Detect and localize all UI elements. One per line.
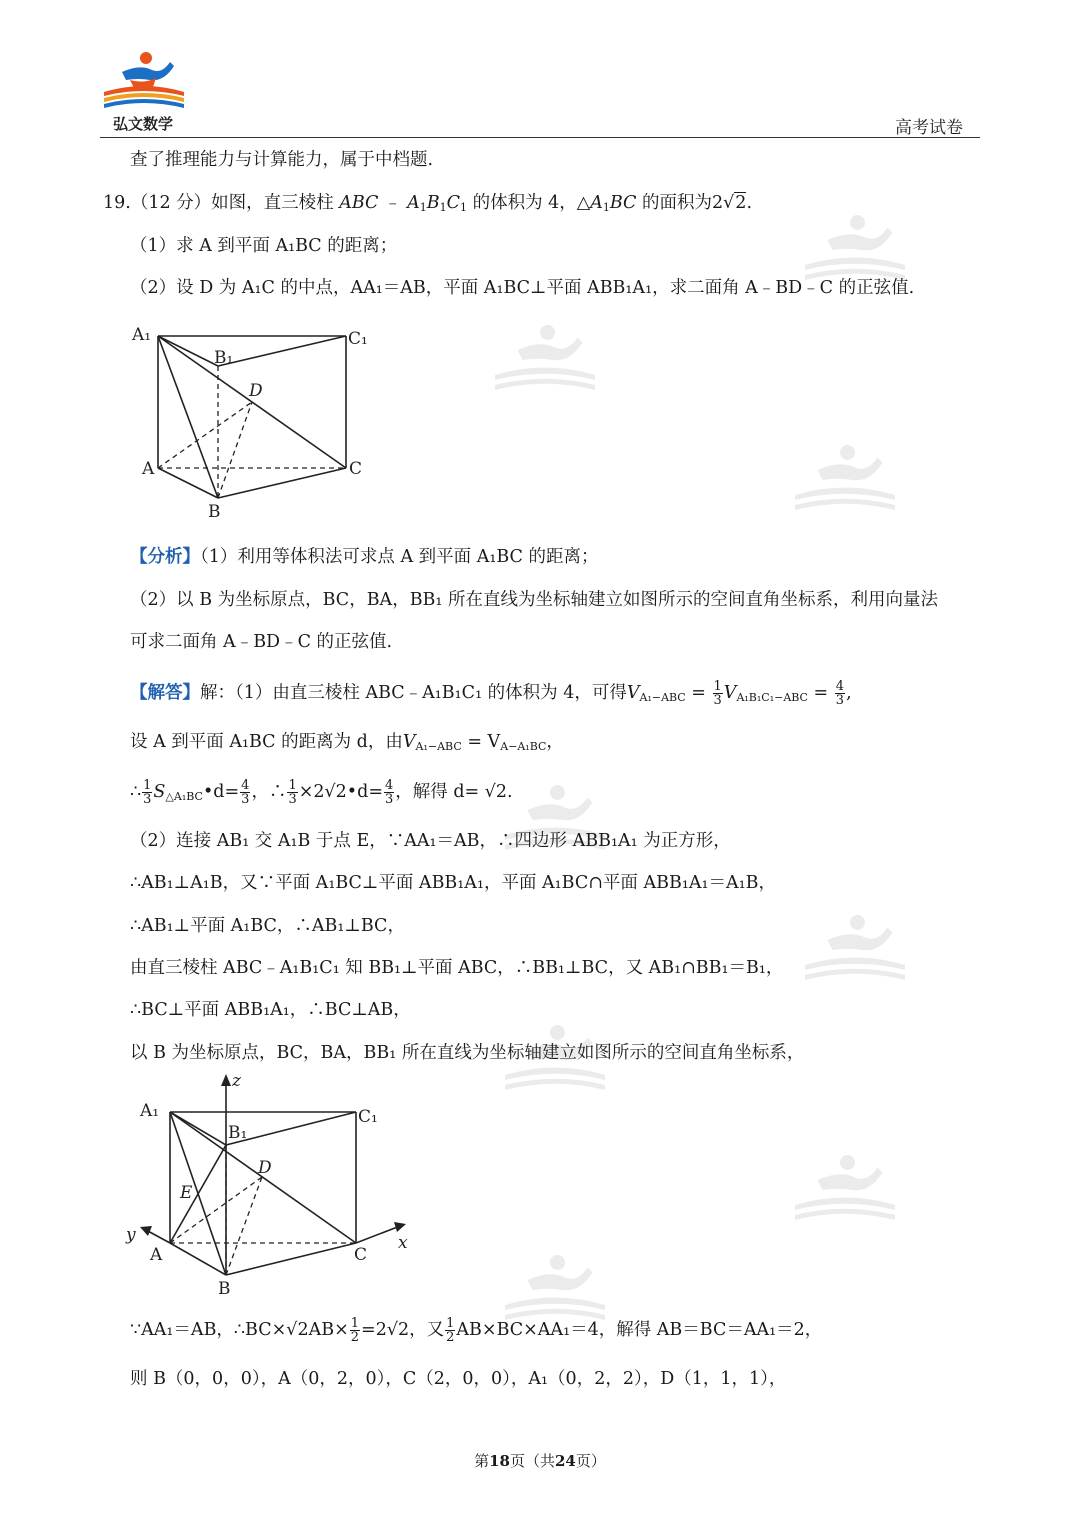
frac-den: 3 [385,792,394,807]
frac-num: 1 [143,778,152,793]
text-run: B [426,193,440,213]
analysis-tag: 【分析】 [130,547,200,567]
text-run: （1）利用等体积法可求点 A 到平面 A₁BC 的距离； [200,547,599,567]
question-1: （1）求 A 到平面 A₁BC 的距离； [130,236,398,256]
label-A1: A₁ [140,1101,160,1121]
text-run: ，解得 d= √2. [395,782,513,802]
fraction [142,779,152,806]
solution-line-5: ∴AB₁⊥A₁B，又∵平面 A₁BC⊥平面 ABB₁A₁，平面 A₁BC∩平面 ABB₁A₁＝A₁B， [130,873,777,893]
watermark-icon [790,1140,900,1240]
watermark-icon [490,310,600,410]
text-run: A₁−ABC [415,740,462,753]
frac-num: 1 [288,778,297,793]
text-run: ∴ [130,782,142,802]
solution-line-10 [130,1317,822,1344]
text-run: A [590,193,603,213]
text-run: A [407,193,420,213]
solution-line-8: ∴BC⊥平面 ABB₁A₁，∴BC⊥AB， [130,1000,411,1020]
label-D: D [258,1158,272,1178]
text-line: 查了推理能力与计算能力，属于中档题. [130,150,434,170]
label-E: E [180,1183,193,1203]
fraction [240,779,250,806]
text-run: V [402,732,416,752]
label-C1: C₁ [348,329,368,349]
text-run: ，∴ [251,782,287,802]
text-run: △A₁BC [165,790,203,803]
solution-tag: 【解答】 [130,683,200,703]
question-2: （2）设 D 为 A₁C 的中点，AA₁＝AB，平面 A₁BC⊥平面 ABB₁A₁，求二面角 A﹣BD﹣C 的正弦值. [130,278,915,298]
frac-den: 2 [446,1330,455,1345]
text-run: 19.（12 分）如图，直三棱柱 [103,193,340,213]
text-run: . [746,193,753,213]
solution-line-11: 则 B（0，0，0），A（0，2，0），C（2，0，0），A₁（0，2，2），D（1，1，1）， [130,1369,787,1389]
fraction [287,779,297,806]
fraction [713,680,723,707]
text-run: 1 [419,201,427,214]
text-run: C [446,193,460,213]
frac-den: 3 [143,792,152,807]
text-run: 解：（1）由直三棱柱 ABC﹣A₁B₁C₁ 的体积为 4，可得 [200,683,627,703]
watermark-icon [500,770,610,870]
header-title: 高考试卷 [895,118,963,138]
z-arrow-icon [221,1074,231,1086]
text-run: 1 [460,201,467,214]
text-run: 的面积为2 [636,193,724,213]
solution-line-3 [130,779,513,809]
label-y: y [126,1225,136,1245]
watermark-icon [800,900,910,1000]
label-C: C [349,459,363,479]
frac-num: 4 [241,778,250,793]
text-run: A₁B₁C₁−ABC [736,691,808,704]
label-B1: B₁ [228,1123,248,1143]
label-A: A [150,1245,163,1265]
label-A1: A₁ [132,325,152,345]
text-run: =2√2，又 [361,1320,445,1340]
watermark-icon [790,430,900,530]
label-D: D [249,381,263,401]
label-A: A [142,459,155,479]
text-run: ， [546,732,564,752]
label-B: B [208,502,221,522]
brand-name: 弘文数学 [113,115,174,133]
text-run: 的体积为 4，△ [467,193,591,213]
y-arrow-icon [140,1226,152,1236]
text-run: BC [609,193,637,213]
solution-line-2 [130,730,564,759]
text-run: = [807,683,834,703]
frac-den: 3 [241,792,250,807]
footer-text: 页（共 [509,1452,555,1470]
problem-statement [103,191,752,220]
frac-num: 4 [385,778,394,793]
page-footer [0,1450,1080,1471]
text-run: •d= [202,782,240,802]
label-C: C [354,1245,368,1265]
solution-line-7: 由直三棱柱 ABC﹣A₁B₁C₁ 知 BB₁⊥平面 ABC，∴BB₁⊥BC，又 AB₁∩BB₁＝B₁， [130,958,784,978]
text-run: V [723,683,737,703]
fraction [445,1317,455,1344]
solution-line-1 [130,680,852,710]
text-run: A−A₁BC [500,740,547,753]
text-run: √ [723,193,735,213]
text-run: 1 [602,201,610,214]
frac-num: 1 [713,679,722,694]
text-run: , [846,683,852,703]
text-run: 2 [735,193,747,213]
label-C1: C₁ [358,1107,378,1127]
page-number: 18 [489,1452,510,1470]
text-run: A₁−ABC [639,691,686,704]
text-run: = V [461,732,501,752]
frac-den: 3 [713,693,722,708]
label-B1: B₁ [214,348,234,368]
analysis-1 [130,545,599,569]
solution-line-4: （2）连接 AB₁ 交 A₁B 于点 E，∵AA₁＝AB，∴四边形 ABB₁A₁ 为正方形， [130,831,731,851]
header-divider [100,137,980,138]
logo-icon [100,50,188,110]
footer-text: 第 [474,1452,490,1470]
fraction [384,779,394,806]
fraction [350,1317,360,1344]
coordinate-figure [120,1070,420,1302]
fraction [835,680,845,707]
text-run: AB×BC×AA₁＝4，解得 AB＝BC＝AA₁＝2， [456,1320,823,1340]
text-run: 设 A 到平面 A₁BC 的距离为 d，由 [130,732,403,752]
text-run: 1 [439,201,447,214]
text-run: ABC [339,193,379,213]
label-z: z [232,1071,241,1091]
frac-num: 1 [446,1316,455,1331]
text-run: ×2√2•d= [298,782,383,802]
text-run: ﹣ [378,193,408,213]
frac-den: 2 [350,1330,360,1345]
frac-den: 3 [835,693,845,708]
frac-num: 4 [835,679,845,694]
text-run: ∵AA₁＝AB，∴BC×√2AB× [130,1320,349,1340]
x-arrow-icon [394,1222,406,1232]
footer-text: 页） [575,1452,606,1470]
solution-line-9: 以 B 为坐标原点，BC，BA，BB₁ 所在直线为坐标轴建立如图所示的空间直角坐标系， [130,1043,805,1063]
page-total: 24 [555,1452,576,1470]
frac-num: 1 [350,1316,360,1331]
analysis-2: （2）以 B 为坐标原点，BC，BA，BB₁ 所在直线为坐标轴建立如图所示的空间直角坐标系，利用向量法 [130,590,938,610]
text-run: S [153,782,166,802]
label-B: B [218,1279,231,1299]
prism-figure [128,318,388,523]
label-x: x [398,1233,408,1253]
solution-line-6: ∴AB₁⊥平面 A₁BC，∴AB₁⊥BC， [130,916,405,936]
text-run: V [626,683,640,703]
analysis-3: 可求二面角 A﹣BD﹣C 的正弦值. [130,632,393,652]
frac-den: 3 [288,792,297,807]
text-run: = [685,683,712,703]
